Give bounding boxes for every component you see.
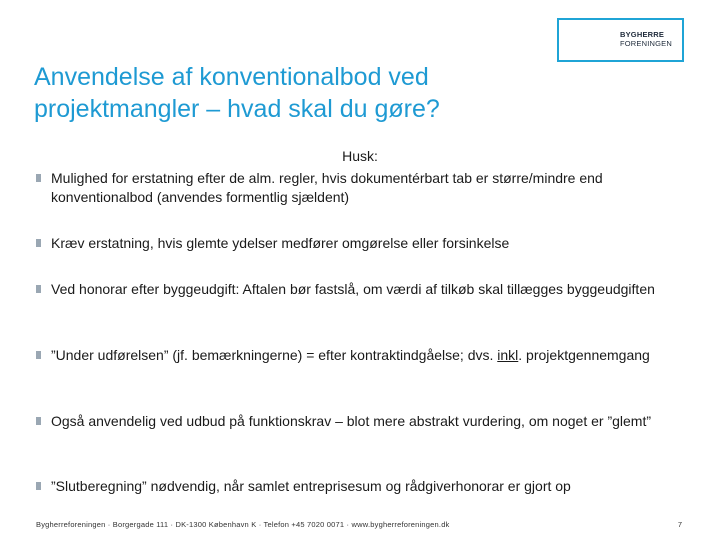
bullet-marker-icon <box>36 417 41 425</box>
bullet-text: Ved honorar efter byggeudgift: Aftalen bør fastslå, om værdi af tilkøb skal tillægges byggeudgiften <box>51 281 655 297</box>
bullet-text-post: . projektgennemgang <box>518 347 650 363</box>
bullet-item <box>36 234 676 253</box>
bullet-item <box>36 412 676 431</box>
page-number: 7 <box>677 520 682 529</box>
bullet-text <box>51 346 676 365</box>
bullet-text: Også anvendelig ved udbud på funktionskrav – blot mere abstrakt vurdering, om noget er ”glemt” <box>51 413 651 429</box>
logo-text <box>620 30 672 48</box>
bullet-text-pre: ”Under udførelsen” (jf. bemærkningerne) = efter kontraktindgåelse; dvs. <box>51 347 498 363</box>
bullet-text: Mulighed for erstatning efter de alm. regler, hvis dokumentérbart tab er større/mindre end konventionalbod (anvendes formentlig sjældent) <box>51 170 603 205</box>
bullet-marker-icon <box>36 174 41 182</box>
logo-line-1: BYGHERRE <box>619 30 665 39</box>
bullet-item <box>36 477 676 496</box>
bullet-item <box>36 280 676 299</box>
bullet-item <box>36 346 676 365</box>
footer-address: Bygherreforeningen · Borgergade 111 · DK-1300 København K · Telefon +45 7020 0071 · www.bygherreforeningen.dk <box>36 520 450 529</box>
logo <box>557 18 684 62</box>
subheading-husk: Husk: <box>342 148 378 164</box>
logo-line-2: FORENINGEN <box>619 39 672 48</box>
slide-title: Anvendelse af konventionalbod ved projektmangler – hvad skal du gøre? <box>34 63 440 123</box>
bullet-marker-icon <box>36 351 41 359</box>
bullet-marker-icon <box>36 482 41 490</box>
bullet-text: ”Slutberegning” nødvendig, når samlet entreprisesum og rådgiverhonorar er gjort op <box>51 478 571 494</box>
bullet-text: Kræv erstatning, hvis glemte ydelser medfører omgørelse eller forsinkelse <box>51 235 510 251</box>
bullet-item <box>36 169 676 207</box>
bullet-text-underlined: inkl <box>497 347 519 363</box>
bullet-marker-icon <box>36 239 41 247</box>
bullet-marker-icon <box>36 285 41 293</box>
